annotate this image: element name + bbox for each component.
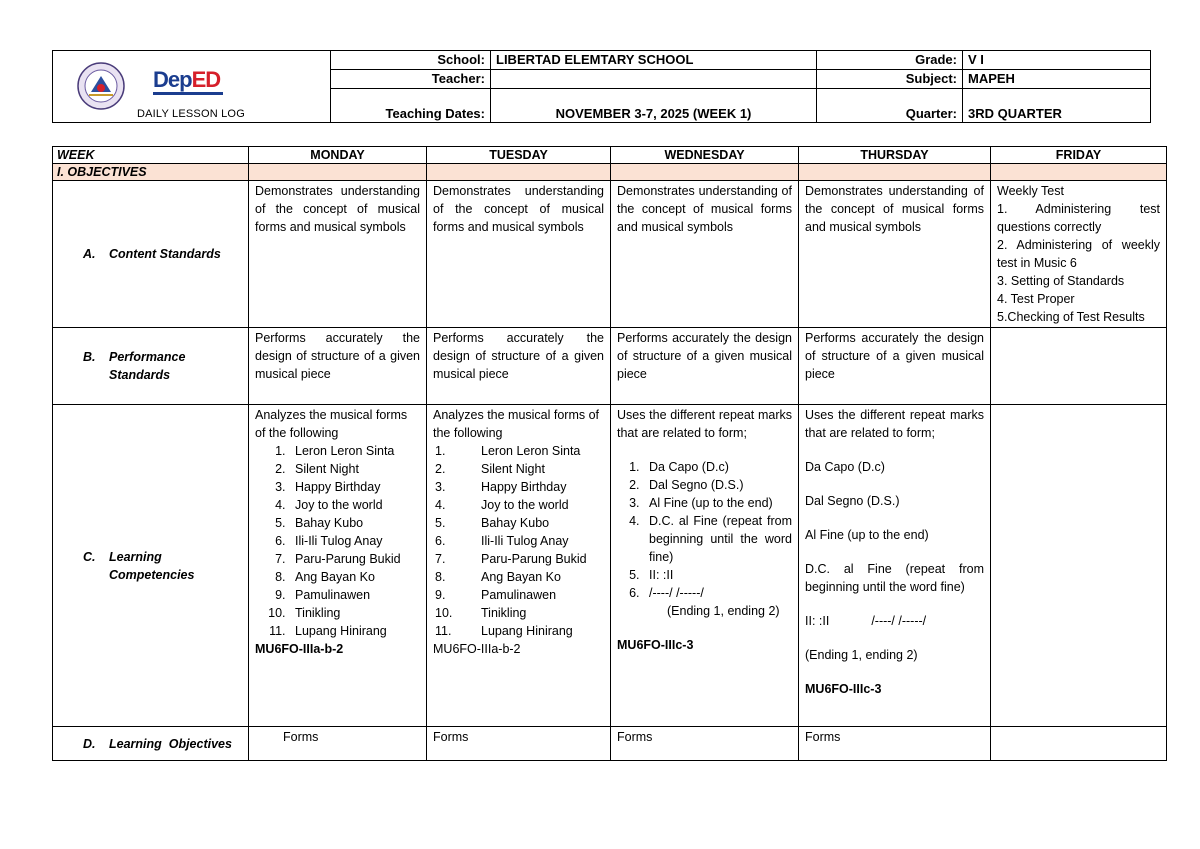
performance-standards-thursday: Performs accurately the design of structure of a given musical piece xyxy=(799,328,991,405)
list-item: 2. Silent Night xyxy=(435,462,545,476)
competencies-monday xyxy=(249,405,427,727)
content-standards-friday xyxy=(991,181,1167,328)
list-item: 4. Joy to the world xyxy=(435,498,569,512)
competencies-intro: Uses the different repeat marks that are related to form; xyxy=(617,408,792,440)
list-item: 11. Lupang Hinirang xyxy=(435,624,573,638)
column-wednesday: WEDNESDAY xyxy=(611,147,799,164)
objectives-label: I. OBJECTIVES xyxy=(53,164,249,181)
competencies-label: C. Learning Competencies xyxy=(53,405,249,727)
weekly-test-title: Weekly Test xyxy=(997,184,1064,198)
learning-objectives-friday xyxy=(991,727,1167,761)
grade-value: V I xyxy=(963,51,1151,70)
content-standards-wednesday: Demonstrates understanding of the concept of musical forms and musical symbols xyxy=(611,181,799,328)
lesson-log-table xyxy=(52,146,1167,761)
deped-logo-underline xyxy=(153,92,223,95)
list-item: 1. Leron Leron Sinta xyxy=(289,442,420,460)
repeat-marks-list xyxy=(617,458,792,602)
competencies-friday xyxy=(991,405,1167,727)
performance-standards-monday: Performs accurately the design of structure of a given musical piece xyxy=(249,328,427,405)
list-item: 10. Tinikling xyxy=(435,606,527,620)
competency-code: MU6FO-IIIa-b-2 xyxy=(433,642,521,656)
list-item: 5. Bahay Kubo xyxy=(289,514,420,532)
friday-item: 5.Checking of Test Results xyxy=(997,310,1145,324)
column-tuesday: TUESDAY xyxy=(427,147,611,164)
competencies-intro: Analyzes the musical forms of the following xyxy=(433,408,600,440)
quarter-label: Quarter: xyxy=(817,89,963,123)
learning-objectives-wednesday: Forms xyxy=(611,727,799,761)
subject-label: Subject: xyxy=(817,70,963,89)
list-item: 8. Ang Bayan Ko xyxy=(435,570,561,584)
list-item: 10. Tinikling xyxy=(289,604,420,622)
list-item: 5. II: :II xyxy=(643,566,792,584)
quarter-value: 3RD QUARTER xyxy=(963,89,1151,123)
learning-objectives-tuesday: Forms xyxy=(427,727,611,761)
subject-value: MAPEH xyxy=(963,70,1151,89)
content-standards-thursday: Demonstrates understanding of the concept of musical forms and musical symbols xyxy=(799,181,991,328)
deped-logo: DepED xyxy=(153,67,221,92)
list-item: 3. Happy Birthday xyxy=(435,480,567,494)
friday-item: 4. Test Proper xyxy=(997,292,1075,306)
dates-value: NOVEMBER 3-7, 2025 (WEEK 1) xyxy=(491,89,817,123)
repeat-mark: Dal Segno (D.S.) xyxy=(805,494,900,508)
repeat-mark: Da Capo (D.c) xyxy=(805,460,885,474)
list-item: 9. Pamulinawen xyxy=(435,588,557,602)
competency-code: MU6FO-IIIa-b-2 xyxy=(255,642,344,656)
content-standards-row xyxy=(53,181,1167,328)
repeat-mark: II: :II /----/ /-----/ xyxy=(805,614,927,628)
list-item: 7. Paru-Parung Bukid xyxy=(435,552,587,566)
content-standards-monday: Demonstrates understanding of the concept of musical forms and musical symbols xyxy=(249,181,427,328)
school-value: LIBERTAD ELEMTARY SCHOOL xyxy=(491,51,817,70)
performance-standards-label: B. Performance Standards xyxy=(53,328,249,405)
list-item: 6. /----/ /-----/ xyxy=(643,584,792,602)
competency-code: MU6FO-IIIc-3 xyxy=(617,638,694,652)
objectives-row xyxy=(53,164,1167,181)
friday-item: 3. Setting of Standards xyxy=(997,274,1125,288)
learning-objectives-monday: Forms xyxy=(249,727,427,761)
list-item: 4. Joy to the world xyxy=(289,496,420,514)
learning-objectives-row xyxy=(53,727,1167,761)
list-item: 3. Happy Birthday xyxy=(289,478,420,496)
list-item: 3. Al Fine (up to the end) xyxy=(643,494,792,512)
learning-objectives-label: D. Learning Objectives xyxy=(53,727,249,761)
competencies-intro: Analyzes the musical forms of the following xyxy=(255,408,408,440)
performance-standards-friday xyxy=(991,328,1167,405)
competencies-row xyxy=(53,405,1167,727)
dates-label: Teaching Dates: xyxy=(331,89,491,123)
friday-item: 2. Administering of weekly test in Music 6 xyxy=(997,238,1160,270)
column-friday: FRIDAY xyxy=(991,147,1167,164)
song-list xyxy=(433,442,604,640)
repeat-mark: D.C. al Fine (repeat from beginning until the word fine) xyxy=(805,562,984,594)
header-table xyxy=(52,50,1151,123)
grade-label: Grade: xyxy=(817,51,963,70)
column-week: WEEK xyxy=(53,147,249,164)
list-item: 2. Dal Segno (D.S.) xyxy=(643,476,792,494)
list-item: 1. Leron Leron Sinta xyxy=(435,444,581,458)
list-item: 2. Silent Night xyxy=(289,460,420,478)
repeat-mark: Al Fine (up to the end) xyxy=(805,528,929,542)
list-item: 1. Da Capo (D.c) xyxy=(643,458,792,476)
list-item: 11. Lupang Hinirang xyxy=(289,622,420,640)
competencies-thursday xyxy=(799,405,991,727)
school-label: School: xyxy=(331,51,491,70)
ending-text: (Ending 1, ending 2) xyxy=(667,604,780,618)
logo-cell xyxy=(53,51,331,123)
column-monday: MONDAY xyxy=(249,147,427,164)
list-item: 8. Ang Bayan Ko xyxy=(289,568,420,586)
competencies-wednesday xyxy=(611,405,799,727)
ending-text: (Ending 1, ending 2) xyxy=(805,648,918,662)
performance-standards-wednesday: Performs accurately the design of structure of a given musical piece xyxy=(611,328,799,405)
competency-code: MU6FO-IIIc-3 xyxy=(805,682,882,696)
list-item: 5. Bahay Kubo xyxy=(435,516,550,530)
teacher-value xyxy=(491,70,817,89)
performance-standards-row xyxy=(53,328,1167,405)
list-item: 4. D.C. al Fine (repeat from beginning until the word fine) xyxy=(643,512,792,566)
page-title: DAILY LESSON LOG xyxy=(137,108,245,120)
column-header-row xyxy=(53,147,1167,164)
content-standards-label: A. Content Standards xyxy=(53,181,249,328)
list-item: 7. Paru-Parung Bukid xyxy=(289,550,420,568)
deped-seal-icon xyxy=(77,62,125,110)
content-standards-tuesday: Demonstrates understanding of the concept of musical forms and musical symbols xyxy=(427,181,611,328)
song-list xyxy=(255,442,420,640)
teacher-label: Teacher: xyxy=(331,70,491,89)
performance-standards-tuesday: Performs accurately the design of structure of a given musical piece xyxy=(427,328,611,405)
competencies-tuesday xyxy=(427,405,611,727)
friday-item: 1. Administering test questions correctly xyxy=(997,202,1160,234)
learning-objectives-thursday: Forms xyxy=(799,727,991,761)
competencies-intro: Uses the different repeat marks that are related to form; xyxy=(805,408,984,440)
list-item: 6. Ili-Ili Tulog Anay xyxy=(289,532,420,550)
list-item: 6. Ili-Ili Tulog Anay xyxy=(435,534,569,548)
column-thursday: THURSDAY xyxy=(799,147,991,164)
list-item: 9. Pamulinawen xyxy=(289,586,420,604)
